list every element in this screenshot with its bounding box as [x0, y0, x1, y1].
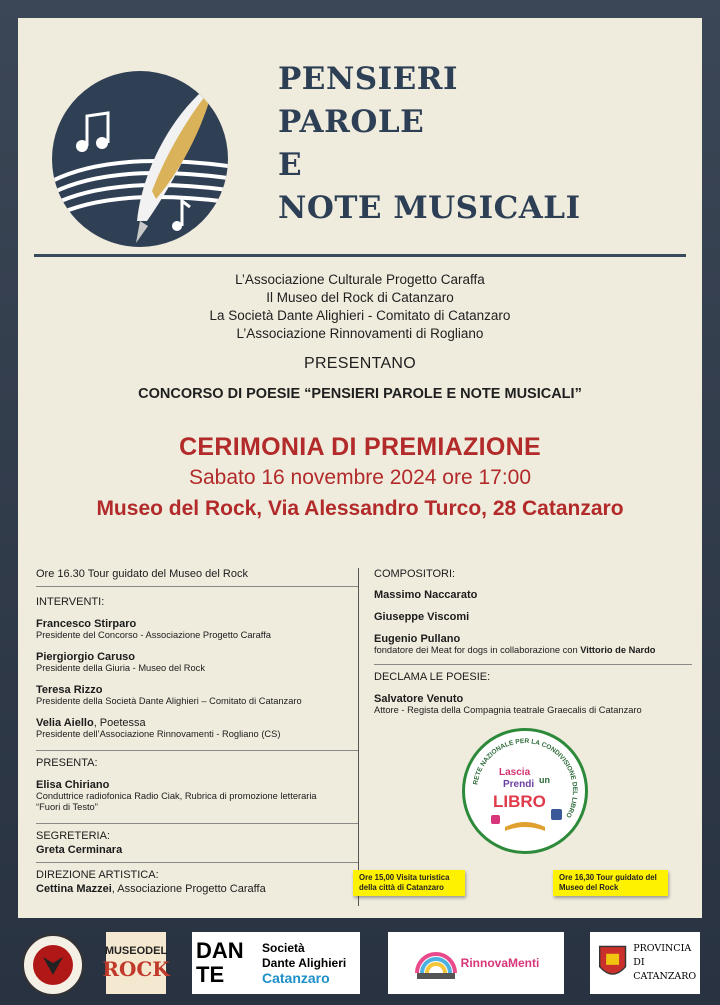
instagram-icon	[491, 815, 500, 824]
declama-name: Salvatore Venuto	[374, 693, 464, 705]
divider	[34, 254, 686, 257]
museo-rock-logo	[102, 932, 170, 994]
event-title	[278, 58, 581, 230]
speaker-role: Presidente del Concorso - Associazione Progetto Caraffa	[36, 630, 271, 640]
open-book-icon	[505, 822, 545, 831]
event-date: Sabato 16 novembre 2024 ore 17:00	[188, 466, 532, 489]
progetto-caraffa-logo	[22, 934, 84, 996]
badge-ring-text: RETE NAZIONALE PER LA CONDIVISIONE DEL LIBRO	[472, 737, 579, 819]
speaker-name: Francesco Stirparo	[36, 618, 137, 630]
composer-name: Eugenio Pullano	[374, 633, 461, 645]
badge-word-4: LIBRO	[493, 792, 546, 811]
speaker-role: Presidente della Società Dante Alighieri – Comitato di Catanzaro	[36, 696, 302, 706]
speaker-name: Teresa Rizzo	[36, 684, 103, 696]
speaker-name-row	[36, 717, 356, 729]
declama-label: DECLAMA LE POESIE:	[374, 671, 491, 683]
badge-word-1: Lascia	[499, 767, 531, 778]
ceremony-title: CERIMONIA DI PREMIAZIONE	[179, 433, 541, 461]
separator	[374, 664, 692, 665]
event-place: Museo del Rock, Via Alessandro Turco, 28 Catanzaro	[96, 497, 624, 520]
sticker-visita: Ore 15,00 Visita turistica della città di Catanzaro	[353, 870, 465, 896]
speaker-name: Piergiorgio Caruso	[36, 651, 136, 663]
segreteria-name: Greta Cerminara	[36, 844, 123, 856]
separator	[36, 823, 358, 824]
quill-icon	[52, 71, 228, 247]
sponsor-logos	[0, 922, 720, 1005]
dante-text-3: Catanzaro	[262, 969, 330, 986]
coat-of-arms-icon	[596, 941, 629, 985]
sticker-tour: Ore 16,30 Tour guidato del Museo del Rock	[553, 870, 668, 896]
tour-text: Ore 16.30 Tour guidato del Museo del Rock	[36, 568, 248, 580]
speaker-role: Presidente dell’Associazione Rinnovamenti - Rogliano (CS)	[36, 729, 281, 739]
museo-line-2: ROCK	[102, 957, 170, 981]
separator	[36, 862, 358, 863]
presenta-role: Conduttrice radiofonica Radio Ciak, Rubrica di promozione letteraria	[36, 791, 317, 801]
rinnova-text: RinnovaMenti	[460, 956, 540, 970]
speaker-suffix: , Poetessa	[93, 717, 146, 729]
quill-music-logo	[52, 71, 228, 247]
dante-letters: DAN TE	[196, 938, 244, 987]
title-line-1: PENSIERI	[278, 61, 459, 97]
segreteria-label: SEGRETERIA:	[36, 830, 110, 842]
presenta-name: Elisa Chiriano	[36, 779, 110, 791]
composer-name: Giuseppe Viscomi	[374, 611, 470, 623]
dante-text	[262, 941, 346, 986]
organizer-3: La Società Dante Alighieri - Comitato di Catanzaro	[209, 308, 511, 323]
organizers-list	[18, 271, 702, 343]
rainbow-book-icon	[413, 943, 459, 983]
badge-word-2: Prendi	[503, 779, 535, 790]
dante-alighieri-logo	[192, 932, 360, 994]
compositori-label: COMPOSITORI:	[374, 568, 456, 580]
speaker-name: Velia Aiello	[36, 717, 94, 729]
provincia-logo	[590, 932, 700, 994]
direzione-label: DIREZIONE ARTISTICA:	[36, 869, 159, 881]
program-left-column	[36, 568, 356, 895]
concorso-title: CONCORSO DI POESIE “PENSIERI PAROLE E NOTE MUSICALI”	[138, 386, 582, 402]
speaker-role: Presidente della Giuria - Museo del Rock	[36, 663, 205, 673]
dante-text-2: Dante Alighieri	[262, 955, 347, 970]
composer-role-row	[374, 645, 694, 656]
presenta-role-2: “Fuori di Testo”	[36, 802, 98, 812]
separator	[36, 586, 358, 587]
organizer-1: L’Associazione Culturale Progetto Caraffa	[235, 272, 485, 287]
title-line-2: PAROLE	[278, 104, 425, 140]
composer-role: fondatore dei Meat for dogs in collaborazione con	[374, 645, 581, 655]
dante-text-1: Società	[262, 940, 305, 955]
column-divider	[358, 568, 359, 906]
presentano-label: PRESENTANO	[303, 355, 417, 372]
declama-role: Attore - Regista della Compagnia teatrale Graecalis di Catanzaro	[374, 705, 642, 715]
composer-name: Massimo Naccarato	[374, 589, 478, 601]
provincia-line-2: CATANZARO	[633, 971, 697, 982]
rinnovamenti-logo	[388, 932, 564, 994]
provincia-text	[633, 942, 700, 984]
caraffa-emblem-icon	[31, 943, 75, 987]
direzione-row	[36, 883, 356, 895]
title-line-4: NOTE MUSICALI	[278, 190, 581, 226]
collaborator-name: Vittorio de Nardo	[580, 645, 656, 655]
organizer-2: Il Museo del Rock di Catanzaro	[266, 290, 454, 305]
separator	[36, 750, 358, 751]
badge-ring	[465, 731, 585, 851]
badge-word-3: un	[539, 775, 550, 785]
title-line-3: E	[278, 147, 303, 183]
program-right-column	[374, 568, 694, 716]
direzione-rest: , Associazione Progetto Caraffa	[111, 883, 266, 895]
museo-line-1: MUSEODEL	[104, 945, 168, 957]
organizer-4: L’Associazione Rinnovamenti di Rogliano	[236, 326, 484, 341]
facebook-icon	[551, 809, 562, 820]
direzione-name: Cettina Mazzei	[36, 883, 112, 895]
poster	[18, 18, 702, 918]
interventi-label: INTERVENTI:	[36, 596, 105, 608]
provincia-line-1: PROVINCIA DI	[633, 943, 692, 968]
presenta-label: PRESENTA:	[36, 757, 98, 769]
lascia-prendi-libro-badge	[462, 728, 588, 854]
